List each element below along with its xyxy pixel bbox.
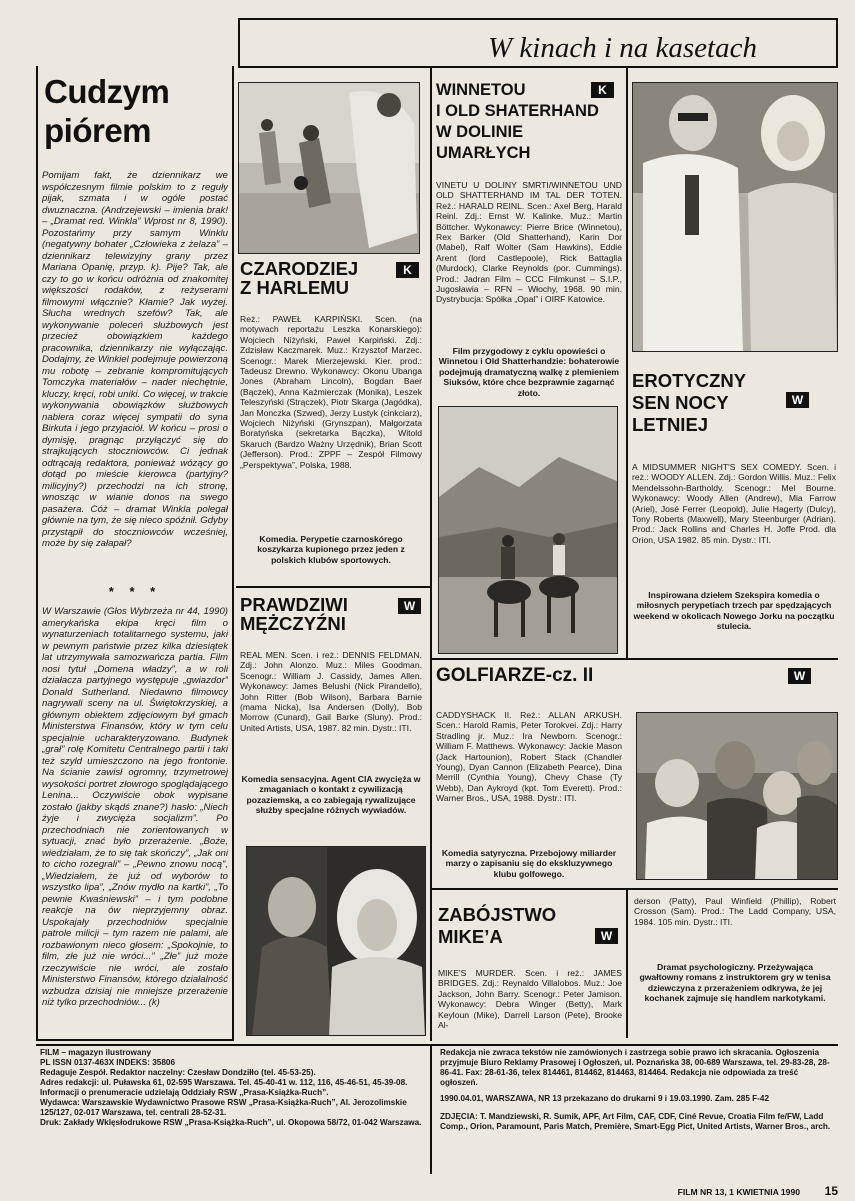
winnetou-title-line2: I OLD SHATERHAND	[436, 102, 599, 120]
footer-right	[440, 1048, 836, 1184]
zabojstwo-blurb: Dramat psychologiczny. Przeżywająca gwałtowny romans z instruktorem gry w tenisa dziewczyna z przerażeniem odkrywa, że jej kochanek zajmuje się handlem narkotykami.	[639, 962, 831, 1004]
golfiarze-badge: W	[788, 668, 811, 684]
zabojstwo-badge: W	[595, 928, 618, 944]
golfiarze-credits: CADDYSHACK II. Reż.: ALLAN ARKUSH. Scen.: Harold Ramis, Peter Torokvei. Zdj.: Harry Stradling jr. Muz.: Ira Newborn. Scenogr.: William F. Matthews. Wykonawcy: Jackie Mason (Jack Hartounion), Robert Stack (Chandler Young), Dyan Cannon (Elizabeth Pearce), Dina Merrill (Cynthia Young), Chevy Chase (Ty Webb), Dan Aykroyd (kpt. Tom Everett). Prod.: Warner Bros., USA, 1988. Dystr.: ITI.	[436, 710, 622, 804]
page-number: 15	[824, 1184, 838, 1198]
czarodziej-title	[240, 260, 400, 302]
czarodziej-badge: K	[396, 262, 419, 278]
footer-rule-vert	[430, 1044, 432, 1174]
footer-right-p2: 1990.04.01, WARSZAWA, NR 13 przekazano do drukarni 9 i 19.03.1990. Zam. 285 F-42	[440, 1094, 770, 1103]
footer-left-line: Wydawca: Warszawskie Wydawnictwo Prasowe RSW „Prasa-Książka-Ruch”, Al. Jerozolimskie 125/127, 02-017 Warszawa, tel. centrali 28-52-31.	[40, 1098, 407, 1117]
footer-left-line: Druk: Zakłady Wklęsłodrukowe RSW „Prasa-Książka-Ruch”, ul. Okopowa 58/72, 01-042 Warszawa.	[40, 1118, 422, 1127]
footer-right-p1: Redakcja nie zwraca tekstów nie zamówionych i zastrzega sobie prawo ich skracania. Ogłoszenia przyjmuje Biuro Reklamy Prasowej i Ogłoszeń, ul. Poznańska 38, 00-689 Warszawa, tel. 29-83-28, 28-86-41. Fax: 28-61-36, telex 814461, 814462, 814463, 814464. Redakcja nie odpowiada za treść ogłoszeń.	[440, 1048, 830, 1087]
erotyczny-blurb: Inspirowana dziełem Szekspira komedia o miłosnych perypetiach trzech par spędzających weekend w okolicach Nowego Jorku na początku stulecia.	[633, 590, 835, 632]
zabojstwo-title-line1: ZABÓJSTWO	[438, 904, 557, 925]
erotyczny-title-line1: EROTYCZNY	[632, 370, 747, 391]
footer-left-line: Redaguje Zespół. Redaktor naczelny: Czesław Dondziłło (tel. 45-53-25).	[40, 1068, 316, 1077]
photo-caddyshack-image	[637, 713, 838, 880]
czarodziej-title-line2: Z HARLEMU	[240, 276, 349, 298]
header-rule-h	[238, 18, 838, 20]
header-rule-top	[238, 18, 240, 66]
header-rule-bottom	[238, 66, 838, 68]
prawdziwi-badge: W	[398, 598, 421, 614]
zabojstwo-title-line2: MIKE’A	[438, 926, 503, 947]
prawdziwi-title	[240, 596, 400, 638]
footer-left-line: Informacji o prenumeracie udzielają Oddziały RSW „Prasa-Książka-Ruch”.	[40, 1088, 329, 1097]
left-column-title: Cudzym piórem	[44, 73, 170, 149]
erotyczny-title-line3: LETNIEJ	[632, 414, 709, 435]
winnetou-credits: VINETU U DOLINY SMRTI/WINNETOU UND OLD SHATTERHAND IM TAL DER TOTEN. Reż.: HARALD REINL. Scen.: Axel Berg, Harald Reinl. Zdj.: Ernst W. Kalinke. Muz.: Martin Böttcher. Wykonawcy: Pierre Brice (Winnetou), Rex Barker (Old Shatterhand), Karin Dor (Mabel), Ralf Wolter (Sam Hawkins), Eddie Arent (lord Castlepoole), Rick Battaglia (Murdock), Clarke Reynolds (por. Cummings). Prod.: Jadran Film – CCC Filmkunst – S.I.P., Jugosławia – RFN – Włochy, 1968. 90 min. Dystrybucja: Spółka „Opal” i OIRF Katowice.	[436, 180, 622, 305]
golfiarze-blurb: Komedia satyryczna. Przebojowy miliarder marzy o zapisaniu się do ekskluzywnego klubu golfowego.	[441, 848, 617, 879]
rule-czarodziej-bottom	[236, 586, 432, 588]
zabojstwo-title	[438, 904, 588, 950]
photo-basketball	[238, 82, 420, 254]
zabojstwo-credits-b: derson (Patty), Paul Winfield (Phillip), Robert Crosson (Sam). Prod.: The Ladd Company, USA, 1984. 105 min. Dystr.: ITI.	[634, 896, 836, 927]
photo-real-men	[246, 846, 426, 1036]
footer-left-line: Adres redakcji: ul. Puławska 61, 02-595 Warszawa. Tel. 45-40-41 w. 112, 116, 45-46-51, 45-39-08.	[40, 1078, 408, 1087]
left-column-stars: * * *	[108, 584, 162, 599]
winnetou-title-line3: W DOLINIE	[436, 123, 524, 141]
rule-vert-mid	[430, 66, 432, 1041]
footer-issue: FILM NR 13, 1 KWIETNIA 1990	[677, 1187, 800, 1197]
prawdziwi-title-line1: PRAWDZIWI	[240, 596, 348, 615]
header-rule-right	[836, 18, 838, 68]
prawdziwi-title-line2: MĘŻCZYŹNI	[240, 612, 346, 634]
erotyczny-badge: W	[786, 392, 809, 408]
erotyczny-title	[632, 370, 782, 438]
left-column-body-1: Pomijam fakt, że dziennikarz we współczesnym filmie polskim to z reguły pijak, szmata i w ogóle postać dwuznaczna. (Andrzejewski – imienia brak! – „Dramat red. Winkla” Wprost nr 8, 1990). Pozostańmy przy samym Winklu (negatywny bohater „Człowieka z żelaza” – dziennikarz telewizyjny grany przez Mariana Opanię, przyp. k). Pije? Tak, ale czy to go w końcu odróżnia od znakomitej większości rodaków, z reżyserami filmowymi włącznie? Kłamie? Jak wyżej. Słucha wrednych szefów? Tak, ale wykonywanie poleceń służbowych jest przecież obowiązkiem każdego pracownika, dziennikarzy nie wyłączając. Dodajmy, że Winkiel podejmuje powierzoną mu robotę – zebranie kompromitujących Tomczyka materiałów – nader niechętnie, kluczy, kręci, robi uniki. Co więcej, w trakcie wykonywania obowiązków służbowych nabiera coraz więcej sympatii do syna Birkuta i jego przyjaciół. W końcu – prosi o dymisję, pragnąc przyłączyć się do strajkujących stoczniowców. Ci jednak odtrącają redaktora, ponieważ wózący go dotąd po mieście kierowca (partyjny? milicyjny?) przechodzi na ich stronę, wnosząc w wianie donos na swego pasażera. Cóż – dramat Winkla polegał głównie na tym, że się nieco spóźnił. Gdyby przystąpił do stoczniowców wcześniej, może by się załapał?	[42, 170, 228, 549]
winnetou-title-line1: WINNETOU	[436, 81, 526, 99]
czarodziej-credits: Reż.: PAWEŁ KARPIŃSKI. Scen. (na motywach reportażu Leszka Konarskiego): Wojciech Niżyński, Paweł Karpiński. Zdj.: Zdzisław Kaczmarek. Muz.: Krzysztof Marzec. Scenogr.: Marek Mierzejewski. Kier. prod.: Tadeusz Drewno. Wykonawcy: Okonu Ubanga Jones (Abraham Lincoln), Bogdan Baer (Bączek), Anna Kaźmierczak (Monika), Leszek Teleszyński (Strączek), Piotr Skarga (Jagódka), Jan Monczka (Szwed), Jerzy Lustyk (cinkciarz), Wojciech Niżyński (Grynszpan), Małgorzata Boratyńska (sekretarka Bączka), Witold Skaruch (Bardzo Ważny Urzędnik), Brian Scott (Jefferson). Prod.: ZPPF – Zespół Filmowy „Perspektywa”, Polska, 1988.	[240, 314, 422, 470]
erotyczny-credits: A MIDSUMMER NIGHT'S SEX COMEDY. Scen. i reż.: WOODY ALLEN. Zdj.: Gordon Willis. Muz.: Felix Mendelssohn-Bartholdy. Scenogr.: Mel Bourne. Wykonawcy: Woody Allen (Andrew), Mia Farrow (Ariel), José Ferrer (Leopold), Julie Hagerty (Dulcy), Tony Roberts (Maxwell), Mary Steenburger (Adrian). Prod.: Jack Rollins and Charles H. Joffe Prod. dla Orion, USA 1982. 85 min. Dystr.: ITI.	[632, 462, 836, 545]
czarodziej-blurb: Komedia. Perypetie czarnoskórego koszykarza kupionego przez jeden z polskich klubów sportowych.	[257, 534, 405, 565]
prawdziwi-blurb: Komedia sensacyjna. Agent CIA zwycięża w zmaganiach o kontakt z cywilizacją pozaziemską, a co zabiegają rywalizujące służby specjalne różnych wywiadów.	[241, 774, 421, 816]
erotyczny-title-line2: SEN NOCY	[632, 392, 729, 413]
section-header: W kinach i na kasetach	[488, 32, 757, 64]
footer-left-line: PL ISSN 0137-463X INDEKS: 35806	[40, 1058, 176, 1067]
rule-zabojstwo-vert	[626, 888, 628, 1038]
photo-midsummer-image	[633, 83, 838, 352]
photo-winnetou-image	[439, 407, 618, 654]
footer-rule	[36, 1044, 838, 1046]
footer-left	[40, 1048, 426, 1180]
left-column-body-2: W Warszawie (Głos Wybrzeża nr 44, 1990) amerykańska ekipa kręci film o wynaturzeniach totalitarnego systemu, jaki w pewnym państwie przez kilka dziesiątek lat utrzymywała samozwańcza partia. Film nosi tytuł „Domena władzy”, a w roli działacza partyjnego występuje „gwiazdor” Donald Sutherland. Niedawno filmowcy nagrywali sceny na ul. Świętokrzyskiej, a głównym obiektem zdjęciowym był gmach Ministerstwa Finansów, który w tym celu specjalnie ucharakteryzowano. Budynek „grał” rolę Komitetu Centralnego partii i taki też szyld umieszczono na jego frontonie. Na ścianie zawisł ogromny, trzymetrowej wysokości portret złowrogo spoglądającego Lenina... Oczywiście obok wypisane zostało (jakby skądś znane?) hasło: „Niech żyje i zwycięża socjalizm”. Po przechodniach nie zorientowanych w sytuacji, znać było przerażenie. „Boże, wiedziałam, że to się tak skończy”, „Jak oni to cicho rozegrali” – „Pewno znowu nocą”, „Wiedziałem, że już od wyborów to wszystko lipa”, „Znów mydło na kartki”, „To pewnie Kwaśniewski” – i tym podobne reakcje na ów nieprzyjemny obraz. Uspokajały przechodniów specjalnie patrole milicji – tym razem nie palami, ale rozbawionym nieco głosem: „Spokojnie, to film, złe już nie wróci...” „Złe” już może rzeczywiście nie wróci, ale zostało Ministerstwo Finansów, którego działalność wzbudza dzisiaj nie mniejsze przerażenie niż tylko przechodniów... (k)	[42, 606, 228, 1008]
czarodziej-title-line1: CZARODZIEJ	[240, 260, 359, 279]
photo-real-men-image	[247, 847, 426, 1036]
zabojstwo-credits-a: MIKE'S MURDER. Scen. i reż.: JAMES BRIDGES. Zdj.: Reynaldo Villalobos. Muz.: Joe Jackson, John Barry. Scenogr.: Peter Jamison. Wykonawcy: Debra Winger (Betty), Mark Keyloun (Mike), Darrell Larson (Pete), Brooke Al-	[438, 968, 622, 1031]
footer-left-line: FILM – magazyn ilustrowany	[40, 1048, 152, 1057]
photo-midsummer	[632, 82, 838, 352]
rule-erotyczny-bottom	[432, 658, 838, 660]
winnetou-blurb: Film przygodowy z cyklu opowieści o Winnetou i Old Shatterhandzie: bohaterowie podejmują dramatyczną walkę z plemieniem Siuksów, które chce bezprawnie zagarnąć złoto.	[438, 346, 620, 398]
golfiarze-title: GOLFIARZE-cz. II	[436, 666, 594, 686]
photo-caddyshack	[636, 712, 838, 880]
winnetou-badge: K	[591, 82, 614, 98]
winnetou-title-line4: UMARŁYCH	[436, 144, 531, 162]
prawdziwi-credits: REAL MEN. Scen. i reż.: DENNIS FELDMAN. Zdj.: John Alonzo. Muz.: Miles Goodman. Scenogr.: William J. Cassidy, James Allen. Wykonawcy: James Belushi (Nick Pirandello), John Ritter (Bob Wilson), Barbara Barnie (mama Nicka), Isa Andersen (Dolly), Bob Morrow (Cunard), Gail Barke (Sluny). Prod.: United Artists, USA, 1987. 82 min. Dystr.: ITI.	[240, 650, 422, 733]
rule-vert-right	[626, 66, 628, 660]
photo-winnetou	[438, 406, 618, 654]
rule-golfiarze-bottom	[432, 888, 838, 890]
photo-basketball-image	[239, 83, 420, 254]
footer-right-p3: ZDJĘCIA: T. Mandziewski, R. Sumik, APF, Art Film, CAF, CDF, Ciné Revue, Croatia Film fe/FW, Ladd Comp., Orion, Paramount, Paris Match, Première, Smart-Egg Pict, United Artists, Warner Bros., arch.	[440, 1112, 831, 1131]
